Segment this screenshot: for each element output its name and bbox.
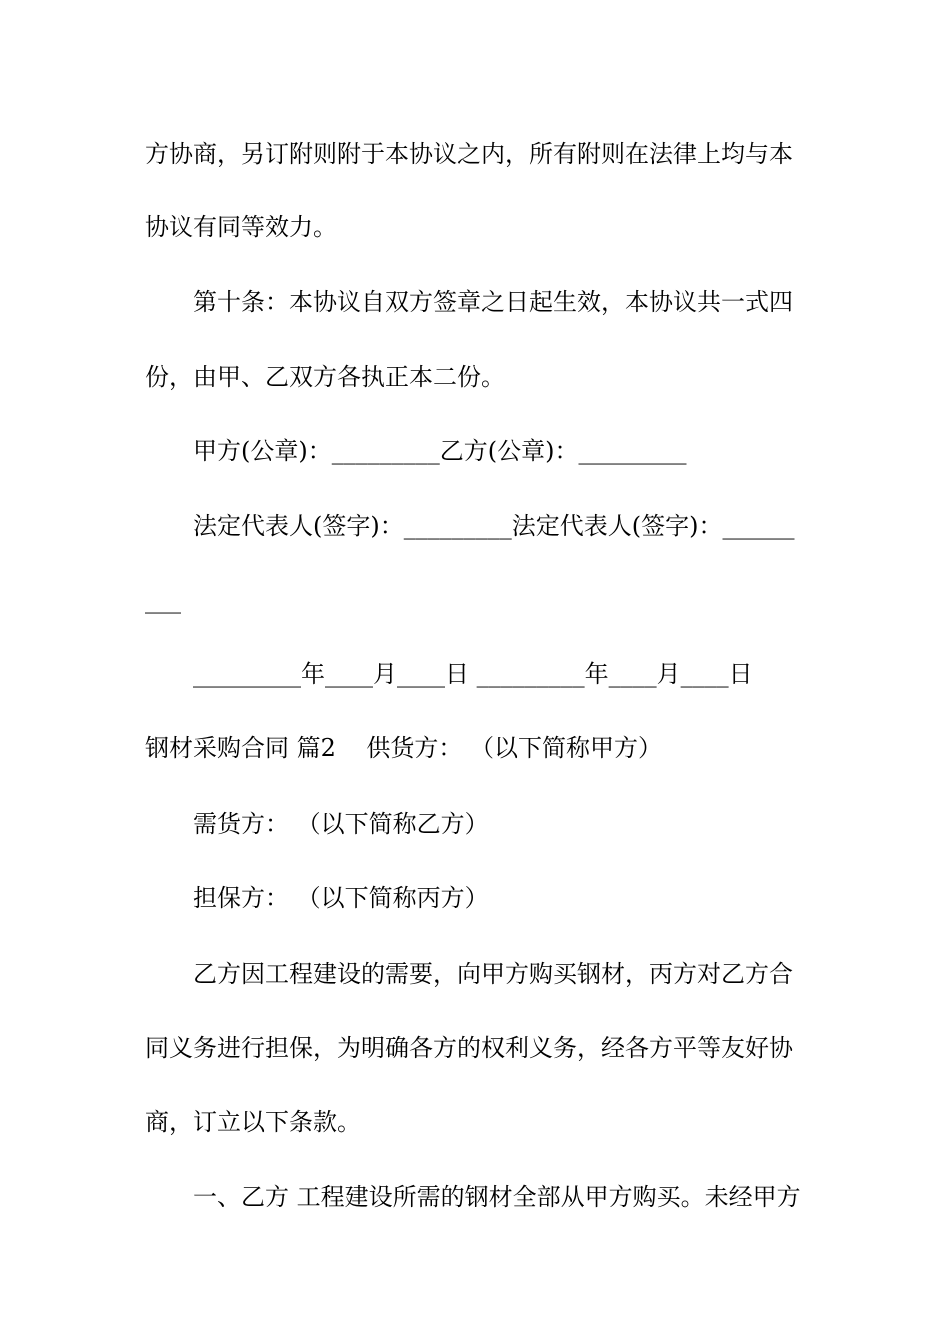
text-line: 份，由甲、乙双方各执正本二份。 (145, 363, 505, 391)
text-line: 乙方因工程建设的需要，向甲方购买钢材，丙方对乙方合 (193, 960, 793, 988)
text-line: 协议有同等效力。 (145, 213, 337, 241)
text-line: 方协商，另订附则附于本协议之内，所有附则在法律上均与本 (145, 140, 793, 168)
text-line: 第十条：本协议自双方签章之日起生效，本协议共一式四 (193, 288, 793, 316)
date-line: _________年____月____日 _________年____月____日 (193, 660, 753, 688)
signature-line-seal: 甲方(公章)：_________乙方(公章)：_________ (193, 437, 687, 465)
text-line: 担保方： （以下简称丙方） (193, 884, 489, 912)
signature-line-representative: 法定代表人(签字)：_________法定代表人(签字)：______ (193, 512, 795, 540)
text-line: 商，订立以下条款。 (145, 1108, 361, 1136)
text-line: 需货方： （以下简称乙方） (193, 810, 489, 838)
text-line: 同义务进行担保，为明确各方的权利义务，经各方平等友好协 (145, 1034, 793, 1062)
contract-heading: 钢材采购合同 篇2 供货方： （以下简称甲方） (145, 734, 663, 762)
signature-line-continuation: ___ (145, 586, 181, 614)
text-line: 一、乙方 工程建设所需的钢材全部从甲方购买。未经甲方 (193, 1183, 801, 1211)
